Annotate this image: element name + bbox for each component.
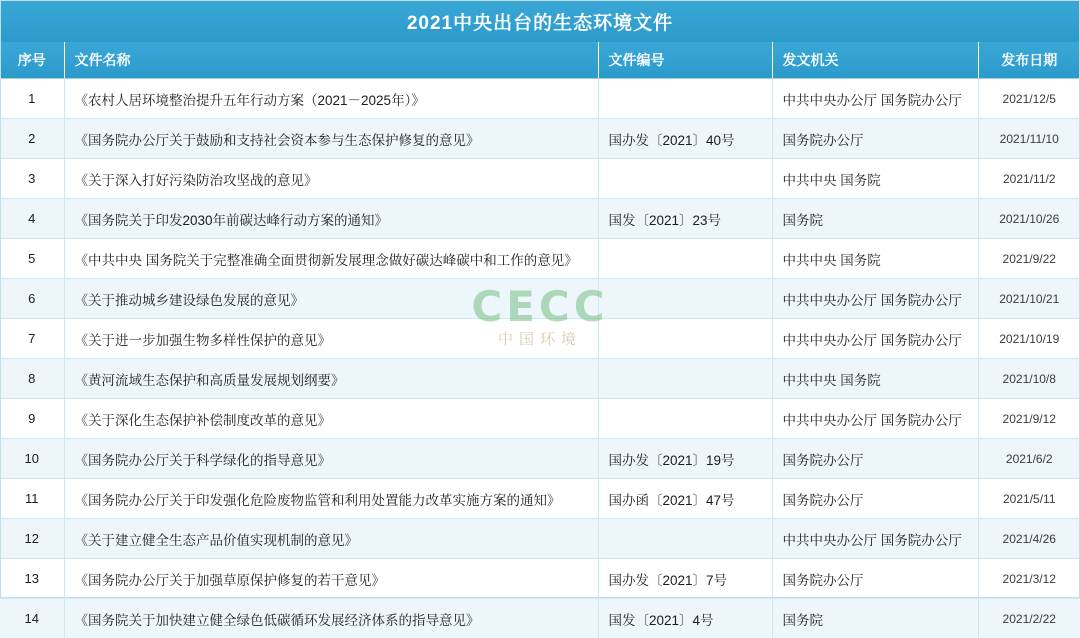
cell-issuer: 中共中央 国务院 xyxy=(772,159,978,199)
cell-name: 《国务院办公厅关于加强草原保护修复的若干意见》 xyxy=(64,559,598,599)
cell-date: 2021/10/26 xyxy=(978,199,1080,239)
cell-issuer: 中共中央 国务院 xyxy=(772,239,978,279)
table-row xyxy=(0,119,1080,159)
table-row xyxy=(0,199,1080,239)
cell-date: 2021/9/12 xyxy=(978,399,1080,439)
cell-name: 《国务院关于加快建立健全绿色低碳循环发展经济体系的指导意见》 xyxy=(64,599,598,638)
table-row xyxy=(0,239,1080,279)
cell-date: 2021/10/21 xyxy=(978,279,1080,319)
table-row xyxy=(0,519,1080,559)
table-row xyxy=(0,319,1080,359)
cell-doc-no: 国发〔2021〕23号 xyxy=(598,199,772,239)
cell-doc-no: 国办发〔2021〕7号 xyxy=(598,559,772,599)
column-header-index: 序号 xyxy=(0,42,64,79)
cell-index: 14 xyxy=(0,599,64,638)
cell-doc-no xyxy=(598,399,772,439)
cell-issuer: 国务院办公厅 xyxy=(772,439,978,479)
cell-issuer: 中共中央办公厅 国务院办公厅 xyxy=(772,399,978,439)
column-header-doc-no: 文件编号 xyxy=(598,42,772,79)
column-header-date: 发布日期 xyxy=(978,42,1080,79)
cell-doc-no xyxy=(598,359,772,399)
page-title-text: 2021中央出台的生态环境文件 xyxy=(407,8,673,35)
cell-index: 12 xyxy=(0,519,64,559)
table-row xyxy=(0,399,1080,439)
cell-date: 2021/12/5 xyxy=(978,79,1080,119)
cell-index: 7 xyxy=(0,319,64,359)
cell-index: 8 xyxy=(0,359,64,399)
table-row xyxy=(0,79,1080,119)
cell-issuer: 国务院 xyxy=(772,199,978,239)
cell-doc-no xyxy=(598,159,772,199)
table-body xyxy=(0,79,1080,638)
cell-index: 1 xyxy=(0,79,64,119)
cell-index: 4 xyxy=(0,199,64,239)
column-header-name: 文件名称 xyxy=(64,42,598,79)
cell-name: 《国务院办公厅关于印发强化危险废物监管和利用处置能力改革实施方案的通知》 xyxy=(64,479,598,519)
cell-name: 《关于深化生态保护补偿制度改革的意见》 xyxy=(64,399,598,439)
cell-doc-no xyxy=(598,319,772,359)
cell-doc-no xyxy=(598,519,772,559)
cell-name: 《国务院办公厅关于鼓励和支持社会资本参与生态保护修复的意见》 xyxy=(64,119,598,159)
table-row xyxy=(0,279,1080,319)
cell-index: 11 xyxy=(0,479,64,519)
cell-date: 2021/5/11 xyxy=(978,479,1080,519)
cell-issuer: 中共中央办公厅 国务院办公厅 xyxy=(772,319,978,359)
cell-issuer: 国务院办公厅 xyxy=(772,119,978,159)
cell-date: 2021/10/8 xyxy=(978,359,1080,399)
cell-name: 《国务院关于印发2030年前碳达峰行动方案的通知》 xyxy=(64,199,598,239)
cell-date: 2021/3/12 xyxy=(978,559,1080,599)
cell-name: 《中共中央 国务院关于完整准确全面贯彻新发展理念做好碳达峰碳中和工作的意见》 xyxy=(64,239,598,279)
watermark-main-text: CECC xyxy=(0,286,1080,328)
cell-name: 《农村人居环境整治提升五年行动方案（2021－2025年）》 xyxy=(64,79,598,119)
watermark-sub-text: 中国环境 xyxy=(0,332,1080,347)
cell-issuer: 中共中央办公厅 国务院办公厅 xyxy=(772,279,978,319)
cell-index: 3 xyxy=(0,159,64,199)
table-row xyxy=(0,159,1080,199)
table-header-row xyxy=(0,42,1080,79)
cell-date: 2021/10/19 xyxy=(978,319,1080,359)
cell-issuer: 中共中央办公厅 国务院办公厅 xyxy=(772,79,978,119)
cell-doc-no: 国办函〔2021〕47号 xyxy=(598,479,772,519)
cell-issuer: 国务院 xyxy=(772,599,978,638)
cell-date: 2021/6/2 xyxy=(978,439,1080,479)
cell-doc-no: 国发〔2021〕4号 xyxy=(598,599,772,638)
cell-index: 13 xyxy=(0,559,64,599)
cell-index: 2 xyxy=(0,119,64,159)
page-title xyxy=(0,0,1080,42)
cell-issuer: 中共中央 国务院 xyxy=(772,359,978,399)
cell-name: 《关于建立健全生态产品价值实现机制的意见》 xyxy=(64,519,598,559)
cell-index: 5 xyxy=(0,239,64,279)
cell-index: 6 xyxy=(0,279,64,319)
cell-name: 《关于进一步加强生物多样性保护的意见》 xyxy=(64,319,598,359)
cell-index: 10 xyxy=(0,439,64,479)
cell-date: 2021/11/2 xyxy=(978,159,1080,199)
cell-date: 2021/2/22 xyxy=(978,599,1080,638)
cell-name: 《黄河流域生态保护和高质量发展规划纲要》 xyxy=(64,359,598,399)
cell-issuer: 国务院办公厅 xyxy=(772,479,978,519)
cell-doc-no xyxy=(598,239,772,279)
cell-date: 2021/4/26 xyxy=(978,519,1080,559)
table-row xyxy=(0,559,1080,599)
cell-doc-no xyxy=(598,79,772,119)
cell-issuer: 国务院办公厅 xyxy=(772,559,978,599)
table-row xyxy=(0,479,1080,519)
cell-date: 2021/11/10 xyxy=(978,119,1080,159)
cell-index: 9 xyxy=(0,399,64,439)
cell-doc-no: 国办发〔2021〕40号 xyxy=(598,119,772,159)
cell-doc-no: 国办发〔2021〕19号 xyxy=(598,439,772,479)
table-row xyxy=(0,599,1080,638)
cell-name: 《关于推动城乡建设绿色发展的意见》 xyxy=(64,279,598,319)
table-row xyxy=(0,439,1080,479)
cell-doc-no xyxy=(598,279,772,319)
cell-name: 《国务院办公厅关于科学绿化的指导意见》 xyxy=(64,439,598,479)
column-header-issuer: 发文机关 xyxy=(772,42,978,79)
table-row xyxy=(0,359,1080,399)
cell-issuer: 中共中央办公厅 国务院办公厅 xyxy=(772,519,978,559)
cell-name: 《关于深入打好污染防治攻坚战的意见》 xyxy=(64,159,598,199)
policy-documents-table xyxy=(0,42,1080,638)
cell-date: 2021/9/22 xyxy=(978,239,1080,279)
